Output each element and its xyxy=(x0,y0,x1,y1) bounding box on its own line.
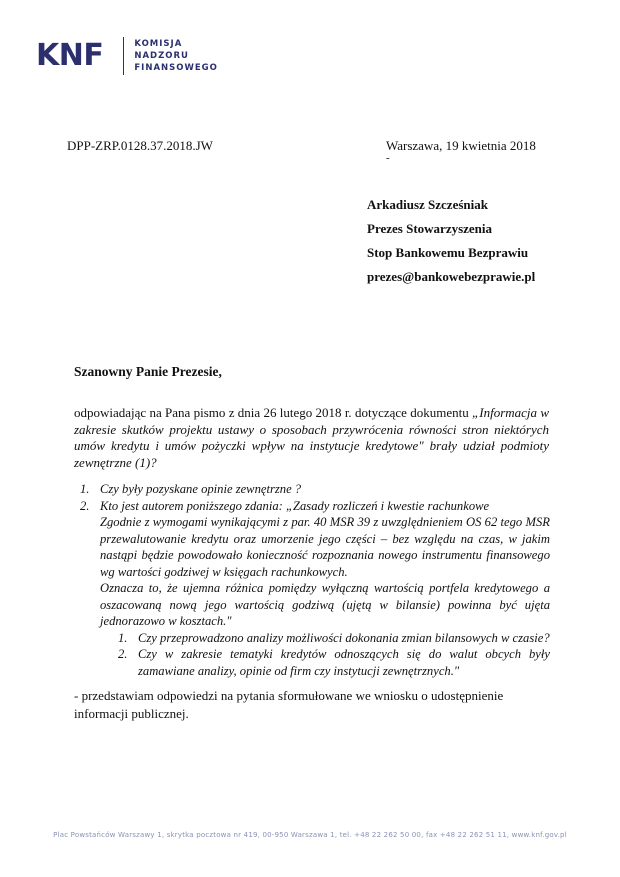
sub-question-text: Czy w zakresie tematyki kredytów odnoszących się do walut obcych były zamawiane analizy, opinie od firm czy instytucji zewnętrznych." xyxy=(138,647,550,678)
intro-paragraph xyxy=(74,405,549,471)
quoted-paragraph: Zgodnie z wymogami wynikającymi z par. 40 MSR 39 z uwzględnieniem OS 62 tego MSR przewalutowanie kredytu oraz umorzenie jego części – bez względu na czas, w jakim nastąpi będzie powodowało konieczność rozpoznania nowego instrumentu finansowego wg wartości godziwej w księgach rachunkowych. xyxy=(100,515,550,579)
logo-line: NADZORU xyxy=(134,51,189,61)
reference-number: DPP-ZRP.0128.37.2018.JW xyxy=(67,138,213,153)
sub-questions-list xyxy=(118,630,550,680)
recipient-organization: Stop Bankowemu Bezprawiu xyxy=(367,245,529,260)
question-text: Kto jest autorem poniższego zdania: „Zasady rozliczeń i kwestie rachunkowe xyxy=(100,498,490,513)
logo-line: FINANSOWEGO xyxy=(134,63,218,73)
sub-question-item xyxy=(118,646,550,679)
sub-question-number: 2. xyxy=(118,647,128,661)
question-number: 1. xyxy=(80,482,90,496)
intro-plain: odpowiadając na Pana pismo z dnia 26 lutego 2018 r. dotyczące dokumentu xyxy=(74,405,473,420)
logo-divider xyxy=(123,37,124,75)
question-body xyxy=(100,498,550,680)
salutation: Szanowny Panie Prezesie, xyxy=(74,364,222,379)
closing-paragraph: - przedstawiam odpowiedzi na pytania sformułowane we wniosku o udostępnienie informacji publicznej. xyxy=(74,688,504,721)
recipient-name: Arkadiusz Szcześniak xyxy=(367,197,488,212)
recipient-email: prezes@bankowebezprawie.pl xyxy=(367,269,536,284)
sub-question-number: 1. xyxy=(118,630,128,645)
intro-quote: „Informacja w zakresie skutków projektu ustawy o sposobach przywrócenia równości stron niektórych umów kredytu i umów pożyczki wpływ na instytucje kredytowe" brały udział podmioty zewnętrzne (1)? xyxy=(74,405,549,470)
date-dash: - xyxy=(386,152,390,164)
knf-logo xyxy=(36,36,218,76)
recipient-title: Prezes Stowarzyszenia xyxy=(367,221,493,236)
question-number: 2. xyxy=(80,498,90,513)
recipient-block xyxy=(367,197,535,293)
logo-mark: KNF xyxy=(36,38,104,73)
questions-list xyxy=(80,481,550,679)
logo-wordmark xyxy=(134,38,218,74)
quoted-paragraph: Oznacza to, że ujemna różnica pomiędzy wyłączną wartością portfela kredytowego a oszacowaną nową jego wartością godziwą (ujętą w bilansie) powinna być ujęta jednorazowo w kosztach." xyxy=(100,581,550,628)
sub-question-text: Czy przeprowadzono analizy możliwości dokonania zmian bilansowych w czasie? xyxy=(138,630,550,645)
sub-question-item xyxy=(118,630,550,647)
question-text: Czy były pozyskane opinie zewnętrzne ? xyxy=(100,482,302,496)
question-item xyxy=(80,498,550,680)
footer-address: Plac Powstańców Warszawy 1, skrytka pocztowa nr 419, 00-950 Warszawa 1, tel. +48 22 262 50 00, fax +48 22 262 51 11, www.knf.gov.pl xyxy=(53,831,567,839)
letter-date: Warszawa, 19 kwietnia 2018 xyxy=(386,138,536,153)
question-item xyxy=(80,481,550,498)
logo-line: KOMISJA xyxy=(134,39,183,49)
